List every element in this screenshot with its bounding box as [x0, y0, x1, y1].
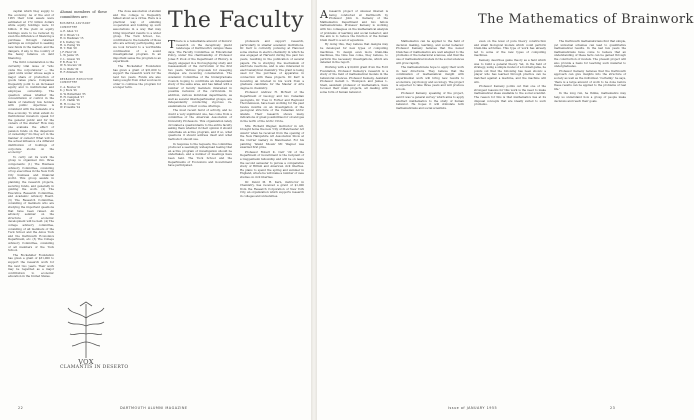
faculty-column-2 — [240, 40, 304, 402]
left-page — [0, 0, 310, 420]
paragraph: Dr. David M. H. Kern, instructor in Chemistry, has received a grant of $1,000 from the Research Corporation of New York City, an organization which supports research in colleges and universities. — [240, 179, 304, 198]
committee-member: F. B. Ross '21 — [60, 61, 77, 65]
brainwork-column-3 — [474, 40, 546, 402]
committee-member: P. S. Dudley '24 — [60, 40, 80, 44]
paragraph: Professor Kemeny believes that the Dartmouth approach can give insights into the structure of society as well as the individual. 'Certainly,' he says, 'there is a large amount of work to be done before these results can be applied to the problems of real life.' — [554, 68, 626, 91]
brainwork-column-4 — [554, 40, 626, 402]
paragraph: Professor Andrew H. McNair of the Department of Geology and two Canadian geologists, Dr. Yves O. Fortier and Raymond Thorsteinsson, have been working for the past twelve months on an investigation of the geological structure of the Canadian Arctic islands. Their research shows many indications of great possibilities for oil and gas in the north of the Arctic Circle. — [240, 90, 304, 124]
paragraph-text: here is a remarkable amount of historic research on the deceptively placid landscape of Dartmouth's campus these days. The Faculty Committee on Educational Policy, under the chairmanship of Professor Jonas F. Pook of the Department of History, is deeply engaged in a thoroughgoing study and reassessment of the curriculum of the first two years. Various proposals for sweeping changes are receiving consideration. The Academic Committee of the Undergraduate Council, hoping to contribute an independent study of the same area, and has talked with a number of faculty members interested in possible revisions of the curriculum. In addition, various individual departments, as well as several interdepartmental groups, are independently conducting vigorous re-examinations of their course offerings. — [168, 39, 232, 108]
right-page — [318, 0, 694, 420]
paragraph: Working with a $10,000 grant from the Ford Foundation, Professor Kemeny's research is a study of the field of mathematical models in the behavioral sciences. Professor Kemeny, Assistant Professor Gerald L. Thompson and James L. Snell, assistant professor of mathematics, have focused their main projects, all dealing with some form of human behavior. — [320, 64, 388, 95]
committee-member: R. H. Campbell '27 — [60, 96, 84, 100]
paragraph: even on the level of pure theory construction and small biological models which could perform brain-like activities. This type of work has already led to some of the new types of computing machines. — [474, 39, 546, 58]
committee-member: J. F. Hunt '20 — [60, 50, 77, 54]
paragraph: Professor Kemeny, speaking of the project, said it was 'a general survey' which aims to apply abstract mathematics to the study of human behavior. He hopes it will stimulate both mathematicians and social scientists. — [396, 91, 464, 110]
committee-member: R. D. Bushman '15 — [60, 37, 84, 41]
paragraph: In the long run, he thinks, mathematics may help us understand how a group of people make decisions and reach their goals. — [554, 91, 626, 103]
paragraph: Professor Kemeny points out that one of the strongest reasons for this work is the need to make mathematical ideas available to the social scientist. The reason for this is that mathematics has at its disposal concepts that are ideally suited to such problems. — [474, 84, 546, 107]
committee-column — [60, 10, 107, 190]
brainwork-column-2 — [396, 40, 464, 402]
committee-roster — [60, 30, 107, 74]
committee-member: H. H. Cooke '31 — [60, 102, 81, 106]
paragraph: In response to the requests, the committee produced a seemingly widespread feeling that an active program of investigation should be undertaken, and a number of meetings have been held. The Tuck School and the Departments of Economics and Government have participated. — [168, 141, 232, 168]
committee-member: W. C. Brush '12 — [60, 33, 80, 37]
paragraph: The mathematicians hope to apply their work in new directions. They believe that the combination of mathematical insight with experimental work will bring new results to economics, psychology and sociology. The project is expected to take three years and will produce a book. — [396, 65, 464, 91]
committee-member: R. F. Zimmerli '29 — [60, 71, 83, 75]
committee-member: D. G. Wells '30 — [60, 67, 79, 71]
emblem-text: VOX — [78, 358, 94, 366]
paragraph: The most recent burst of activity, and no doubt a very significant one, has come from a committee of the American Association of University Professors. This organization lately circulated a questionnaire to the entire faculty asking them whether in their opinion it should undertake an active program, and if so, what questions it should address itself and what methods it should use. — [168, 108, 232, 142]
committee-member: H. T. Hull '28 — [60, 47, 77, 51]
paragraph — [320, 10, 388, 42]
committee-member: W. P. Gaddis '24 — [60, 106, 80, 110]
paragraph: The Rockefeller Foundation has given a grant of $31,000 to support the research work for the next two years. Their work may be regarded as a major contribution to economic education in the United States. — [8, 252, 54, 279]
drop-cap: T — [168, 38, 176, 51]
paragraph: Professor Robert K. Carr '29 of the Department of Government is the recipient of a Guggenheim fellowship and will be on leave the second semester to pursue a comparative study of British and American civil liberties. He plans to spend the spring and summer in England, where he will make a number of case studies on civil liberties. — [240, 149, 304, 179]
brainwork-title: The Mathematics of Brainwork — [478, 12, 694, 27]
paragraph: The Rockefeller Foundation has given a grant of $31,000 to support the research work for the next two years. Funds are also being sought from other sources in order to continue the program for a longer term. — [113, 63, 161, 90]
committee-member: C. E. Claflin '26 — [60, 99, 80, 103]
paragraph — [168, 40, 232, 108]
article-column-1 — [8, 10, 54, 402]
paragraph: capital which they supply to the economy. As of the end of 1955 their total assets were estimated at 172 billion dollars while equity holdings were 12 billion. If the yield on equity holdings were to be reduced by even the difference of financing a purchase through retained earnings as compared to seeking new funds in the market, and the dangers, if any, to the country of the heavy reliance on debt financing. — [8, 9, 54, 60]
faculty-title: The Faculty — [168, 8, 305, 33]
drop-cap: A — [320, 8, 328, 21]
right-footer-issue: Issue of JANUARY 1955 — [448, 406, 498, 410]
paragraph: Mrs. Richard Wagner, instructor in Art, brought home the new 'City of Manchester Art Award' when he received from the opening of the New Hampshire Art Association Show at the Currier Gallery in Manchester. For his painting 'Island Shoals' Mr. Wagner was awarded first prize. — [240, 123, 304, 150]
committee-group-title: BUSINESS ADVISORY COMMITTEE — [60, 22, 91, 29]
brainwork-column-1 — [320, 10, 388, 402]
paragraph: professors and support research, particularly in smaller academic institutions. Dr. Kerr is currently pursuing at Hanover some studies in electro-chemistry in which he was engaged at Harvard during the past two years, resulting in the publication of several papers. He is studying the mechanism of electrode reactions, and is also interested in electroanalytical chemistry. The grant is being used for the purchase of apparatus in connection with these projects. Dr. Kerr is receiving an interest in his work from a graduate candidate for the Master of Arts degree in chemistry. — [240, 39, 304, 90]
left-page-number: 22 — [18, 406, 24, 410]
emblem-motto: CLAMANTIS IN DESERTO — [60, 365, 129, 370]
right-page-number: 23 — [610, 406, 616, 410]
left-footer-title: DARTMOUTH ALUMNI MAGAZINE — [120, 406, 188, 410]
committee-member: L. W. Jenks '25 — [60, 54, 79, 58]
committee-member: K. J. Bock '26 — [60, 89, 77, 93]
committee-heading: Alumni members of these committees are: — [60, 10, 107, 19]
paragraph: The close association of alumni and the college is frequently talked about as a virtue. Here is a practical way of enlisting cooperation and building up such associations in a way that may bring important results to a wider group. The Tuck School, too, contributes to the benefits of those who are actively participating, and we look forward to a worthwhile continuation of a sound investigational program. In an important sense the program is an experiment. — [113, 9, 161, 64]
paragraph-text: research project of unusual interest is being conducted at Dartmouth by Professor John G. Kemeny of the Mathematics Department and two fellow mathematicians. Professor Kemeny is working with two colleagues on the mathematical analysis of problems of learning and social behavior, and the aim is to reduce the function of the human brain itself to a set of equations. — [320, 9, 388, 42]
faculty-column-1 — [168, 40, 232, 402]
committee-roster — [60, 86, 107, 110]
paragraph: Mathematics can be applied to the field of decision making, learning, and social behavior. Professor Kemeny believes that the newer branches of mathematics are well adapted to the problems of the behavioral sciences, and that the use of mathematical models in the social sciences will grow rapidly. — [396, 39, 464, 65]
paragraph: The third consideration is the currently vital issue of "who owns the corporations" — the giant units under whose aegis a major share of production of goods takes place. Companies frequently point to an increased equity and to institutional and employee ownership. The question arises whether the concentration of control in the hands of relatively few holders with public objectives is consistent with the demands of a free economy. To what extent do institutional investors speak for the general public and for the owners of the shares? How may one evaluate the effect of pension funds on the dispersion of ownership? Do they act in the manner of owners? What will be the actual influence of a different distribution of holdings of corporate stocks on the economy? — [8, 60, 54, 155]
paragraph: The Dartmouth mathematicians find that simple, yet universal schemes can lead to quantitative mathematical results. In the last few years the mathematicians have come to believe that an understanding of these facts can be gained through the construction of models. The present project will also provide a basis for teaching such material to undergraduates. — [554, 39, 626, 69]
committee-member: C. A. Bowles '21 — [60, 85, 81, 89]
committee-member: C. L. Linson '29 — [60, 57, 80, 61]
page-gutter — [311, 0, 317, 420]
article-column-3 — [113, 10, 161, 402]
committee-group-title: RESEARCH EXECUTIVE COMMITTEE — [60, 77, 94, 85]
vox-clamantis-emblem — [64, 300, 108, 360]
paragraph: Kemeny describes game theory as a field which was to build a general theory. Yet, in the field of strategy, using a simple model of a football game, he points out that the following has been shown: a player who has learned through practice can be matched against a machine, and the machine will win. — [474, 57, 546, 84]
committee-groups — [60, 22, 107, 110]
committee-member: W. N. Slocum '20 — [60, 64, 82, 68]
committee-member: D. W. Butterfield '35 — [60, 92, 86, 96]
committee-member: H. G. Ewing '29 — [60, 44, 80, 47]
committee-member: A. E. Allen '12 — [60, 30, 78, 34]
paragraph: By doing this, they believe that designs may be developed for new types of computing machines. To design even more brain-like machines, the time has come, they believe, to perform the necessary investigations, which are detailed in the report. — [320, 42, 388, 65]
paragraph: To carry out its work the group is organized into three components: (1) The Business Advisory Committee, consisting of top executives in the New York City business and financial world. This group assists in planning the research projects, securing funds, and generally in guiding the work. (2) The Executive Research Committee, and Academic Advisory Board. (3) The Research Committee, consisting of members who are studying the important questions that have been raised. An advisory seminar on the structure of economic development will be held. (4) The college advisory committee, consisting of all members of the Tuck School and the Amos Tuck and the Dartmouth Economics Department, etc. (5) The College Advisory Committee, consisting of all members of the Tuck School. — [8, 154, 54, 253]
